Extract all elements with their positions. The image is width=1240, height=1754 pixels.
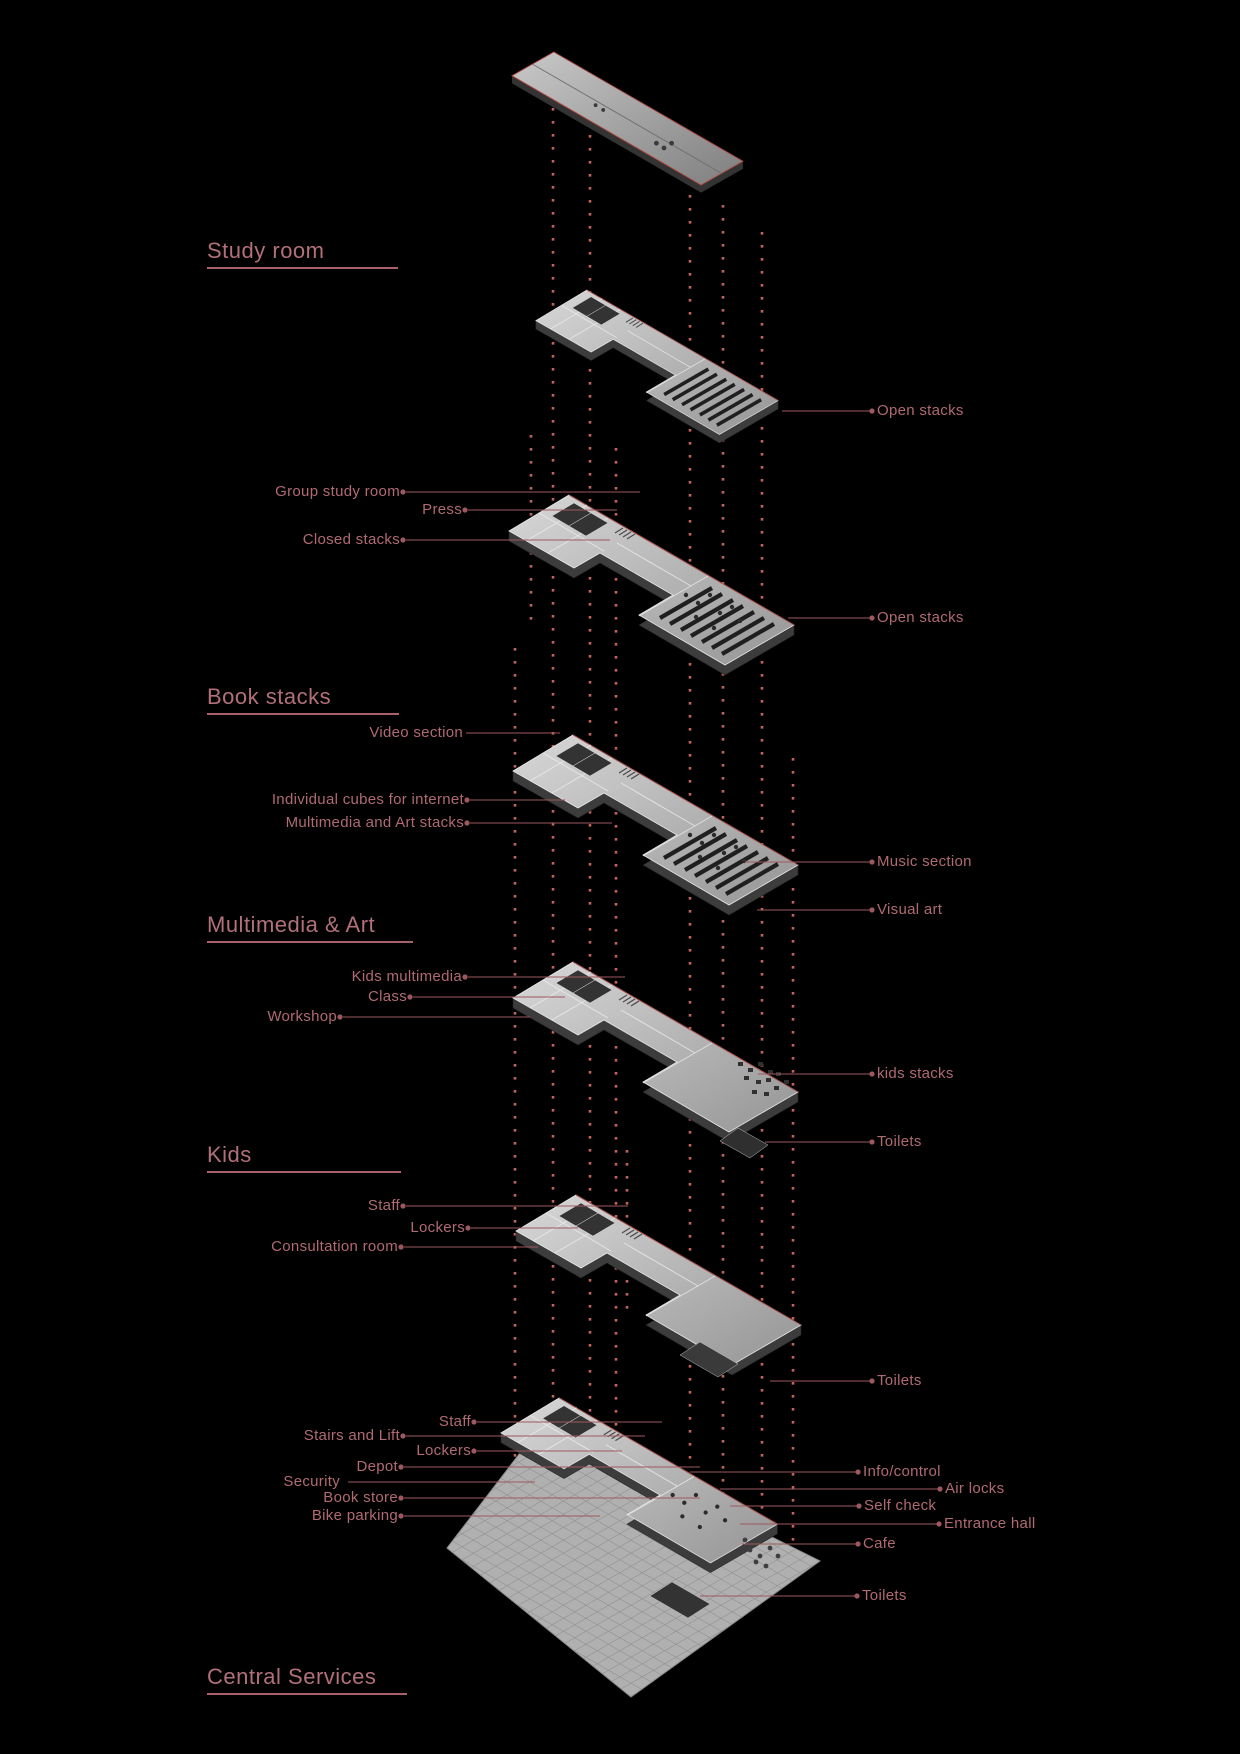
floor-book-stacks — [509, 495, 794, 675]
heading-study-room: Study room — [207, 238, 398, 269]
label-toilets-mezzanine: Toilets — [877, 1372, 922, 1389]
floor-roof — [512, 52, 743, 193]
label-staff-ground: Staff — [438, 1413, 471, 1430]
heading-book-stacks: Book stacks — [207, 684, 399, 715]
floor-study-room — [536, 290, 778, 443]
label-cafe: Cafe — [863, 1535, 896, 1552]
floor-mezzanine — [516, 1195, 801, 1377]
heading-multimedia-art: Multimedia & Art — [207, 912, 413, 943]
label-group-study-room: Group study room — [275, 483, 400, 500]
label-security: Security — [283, 1473, 340, 1490]
label-book-store: Book store — [323, 1489, 398, 1506]
label-stairs-and-lift: Stairs and Lift — [303, 1427, 400, 1444]
label-press: Press — [422, 501, 462, 518]
label-closed-stacks: Closed stacks — [302, 531, 400, 548]
heading-kids: Kids — [207, 1142, 401, 1173]
label-multimedia-art-stacks: Multimedia and Art stacks — [285, 814, 464, 831]
heading-central-services: Central Services — [207, 1664, 407, 1695]
label-kids-multimedia: Kids multimedia — [351, 968, 462, 985]
label-toilets-ground: Toilets — [862, 1587, 907, 1604]
label-individual-cubes: Individual cubes for internet — [271, 791, 464, 808]
label-workshop: Workshop — [267, 1008, 337, 1025]
label-info-control: Info/control — [863, 1463, 941, 1480]
label-kids-stacks: kids stacks — [877, 1065, 954, 1082]
label-lockers-ground: Lockers — [416, 1442, 471, 1459]
label-self-check: Self check — [864, 1497, 937, 1514]
label-consultation-room: Consultation room — [271, 1238, 398, 1255]
label-bike-parking: Bike parking — [311, 1507, 398, 1524]
label-music-section: Music section — [877, 853, 972, 870]
floor-kids — [513, 962, 798, 1158]
label-depot: Depot — [356, 1458, 398, 1475]
label-open-stacks-lower: Open stacks — [877, 609, 964, 626]
label-open-stacks-upper: Open stacks — [877, 402, 964, 419]
label-toilets-kids: Toilets — [877, 1133, 922, 1150]
label-video-section: Video section — [369, 724, 463, 741]
label-staff-mezzanine: Staff — [367, 1197, 400, 1214]
floor-central-services — [447, 1398, 820, 1697]
label-entrance-hall: Entrance hall — [944, 1515, 1036, 1532]
label-air-locks: Air locks — [945, 1480, 1005, 1497]
floor-multimedia-art — [513, 735, 798, 915]
label-class: Class — [367, 988, 407, 1005]
label-visual-art: Visual art — [877, 901, 943, 918]
label-lockers-mezzanine: Lockers — [410, 1219, 465, 1236]
